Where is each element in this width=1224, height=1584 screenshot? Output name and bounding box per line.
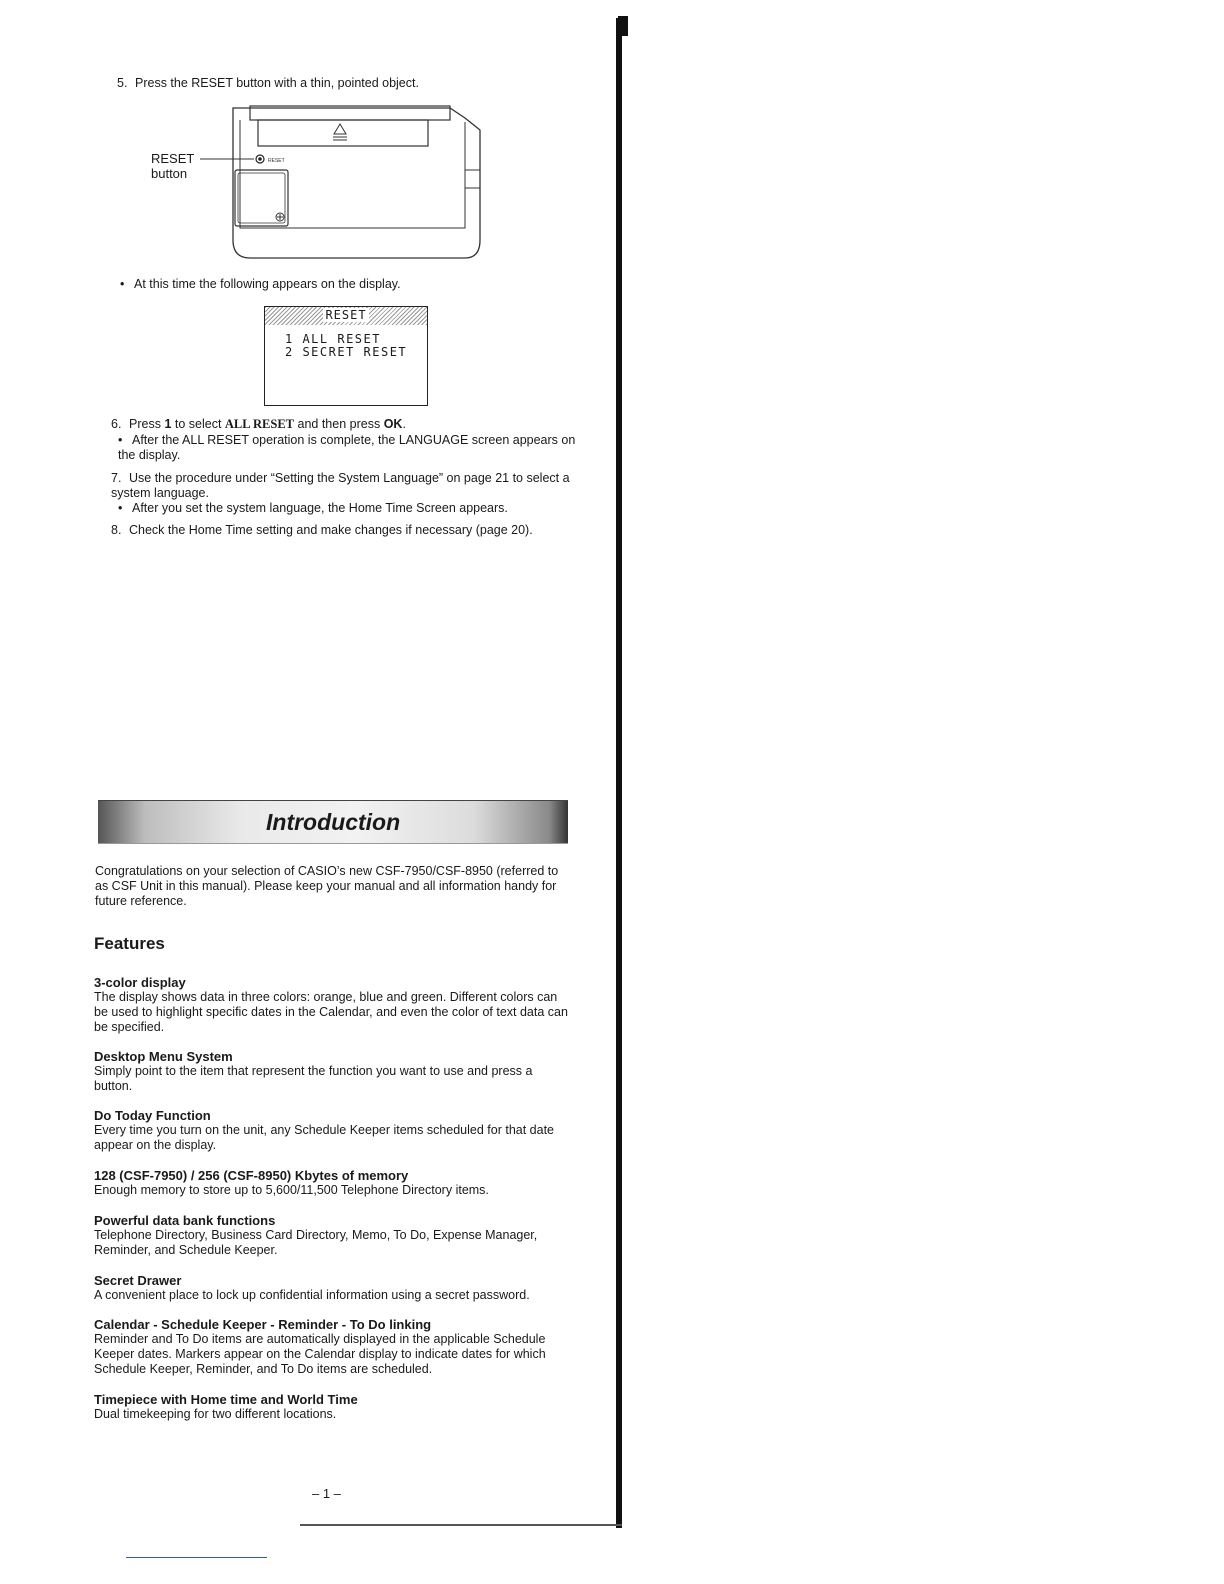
reset-label: RESET	[151, 151, 195, 166]
feature-title: Timepiece with Home time and World Time	[94, 1392, 358, 1407]
bullet-icon: •	[118, 433, 123, 447]
introduction-paragraph: Congratulations on your selection of CASIO’s new CSF-7950/CSF-8950 (referred to as CSF Unit in this manual). Please keep your manual and all information handy for future reference.	[95, 864, 559, 908]
step-number: 8.	[111, 523, 122, 537]
lcd-line-1: 1 ALL RESET	[285, 332, 381, 346]
feature-title: Powerful data bank functions	[94, 1213, 276, 1228]
bullet-icon: •	[118, 501, 123, 515]
screw-icon	[276, 213, 284, 221]
step-6	[111, 417, 406, 432]
feature-title: Secret Drawer	[94, 1273, 182, 1288]
device-reset-text: RESET	[268, 158, 285, 164]
step-number: 7.	[111, 471, 122, 485]
introduction-banner	[98, 800, 568, 844]
feature-item	[94, 1049, 569, 1094]
display-note	[120, 277, 401, 292]
feature-body: Every time you turn on the unit, any Schedule Keeper items scheduled for that date appear on the display.	[94, 1123, 554, 1152]
feature-item	[94, 1392, 569, 1422]
button-label: button	[151, 166, 188, 181]
step-number: 6.	[111, 417, 122, 431]
feature-item	[94, 1108, 569, 1153]
features-heading: Features	[94, 934, 165, 953]
feature-body: A convenient place to lock up confidential information using a secret password.	[94, 1288, 530, 1302]
device-diagram	[140, 100, 500, 270]
option-all-reset: ALL RESET	[224, 417, 295, 431]
step-text: Press the RESET button with a thin, pointed object.	[135, 76, 419, 90]
step-text: to select	[171, 417, 225, 431]
key-1: 1	[164, 417, 172, 431]
feature-body: Simply point to the item that represent the function you want to use and press a button.	[94, 1064, 533, 1093]
lcd-title: RESET	[325, 308, 367, 322]
feature-title: Do Today Function	[94, 1108, 211, 1123]
feature-item	[94, 975, 569, 1035]
feature-item	[94, 1213, 569, 1258]
step-number: 5.	[117, 76, 128, 90]
page-edge-right	[616, 18, 622, 1528]
step-5	[117, 76, 419, 91]
bullet-text: After you set the system language, the Home Time Screen appears.	[132, 501, 508, 515]
step-text: .	[402, 417, 406, 431]
blue-rule	[126, 1557, 267, 1558]
bullet-text: After the ALL RESET operation is complete, the LANGUAGE screen appears on the display.	[118, 433, 576, 462]
feature-body: Reminder and To Do items are automatically displayed in the applicable Schedule Keeper dates. Markers appear on the Calendar display to indicate dates for which Schedule Keeper, Reminder, and To Do items are scheduled.	[94, 1332, 546, 1376]
feature-body: Telephone Directory, Business Card Directory, Memo, To Do, Expense Manager, Reminder, and Schedule Keeper.	[94, 1228, 538, 1257]
lcd-screen	[264, 306, 428, 406]
bullet-icon: •	[120, 277, 125, 291]
feature-item	[94, 1317, 569, 1377]
lcd-line-2: 2 SECRET RESET	[285, 345, 408, 359]
step-6-bullet	[118, 433, 588, 463]
logo-icon	[333, 124, 347, 140]
step-7	[111, 471, 586, 501]
feature-title: Desktop Menu System	[94, 1049, 233, 1064]
feature-item	[94, 1273, 569, 1303]
step-text: Check the Home Time setting and make changes if necessary (page 20).	[129, 523, 533, 537]
feature-title: 128 (CSF-7950) / 256 (CSF-8950) Kbytes of memory	[94, 1168, 409, 1183]
introduction-title: Introduction	[266, 809, 401, 835]
step-text: and then press	[294, 417, 384, 431]
step-8	[111, 523, 533, 538]
display-note-text: At this time the following appears on the display.	[134, 277, 401, 291]
reset-button-icon	[256, 155, 264, 163]
step-text: Use the procedure under “Setting the System Language” on page 21 to select a system language.	[111, 471, 570, 500]
feature-title: Calendar - Schedule Keeper - Reminder - To Do linking	[94, 1317, 432, 1332]
page-edge-bottom	[300, 1524, 622, 1526]
feature-body: Enough memory to store up to 5,600/11,500 Telephone Directory items.	[94, 1183, 489, 1197]
page-number: – 1 –	[312, 1486, 341, 1501]
feature-title: 3-color display	[94, 975, 186, 990]
page-edge-notch	[618, 16, 628, 36]
feature-body: Dual timekeeping for two different locations.	[94, 1407, 337, 1421]
step-7-bullet	[118, 501, 508, 516]
key-ok: OK	[383, 417, 403, 431]
feature-body: The display shows data in three colors: orange, blue and green. Different colors can be used to highlight specific dates in the Calendar, and even the color of text data can be specified.	[94, 990, 568, 1034]
feature-item	[94, 1168, 569, 1198]
step-text: Press	[129, 417, 165, 431]
